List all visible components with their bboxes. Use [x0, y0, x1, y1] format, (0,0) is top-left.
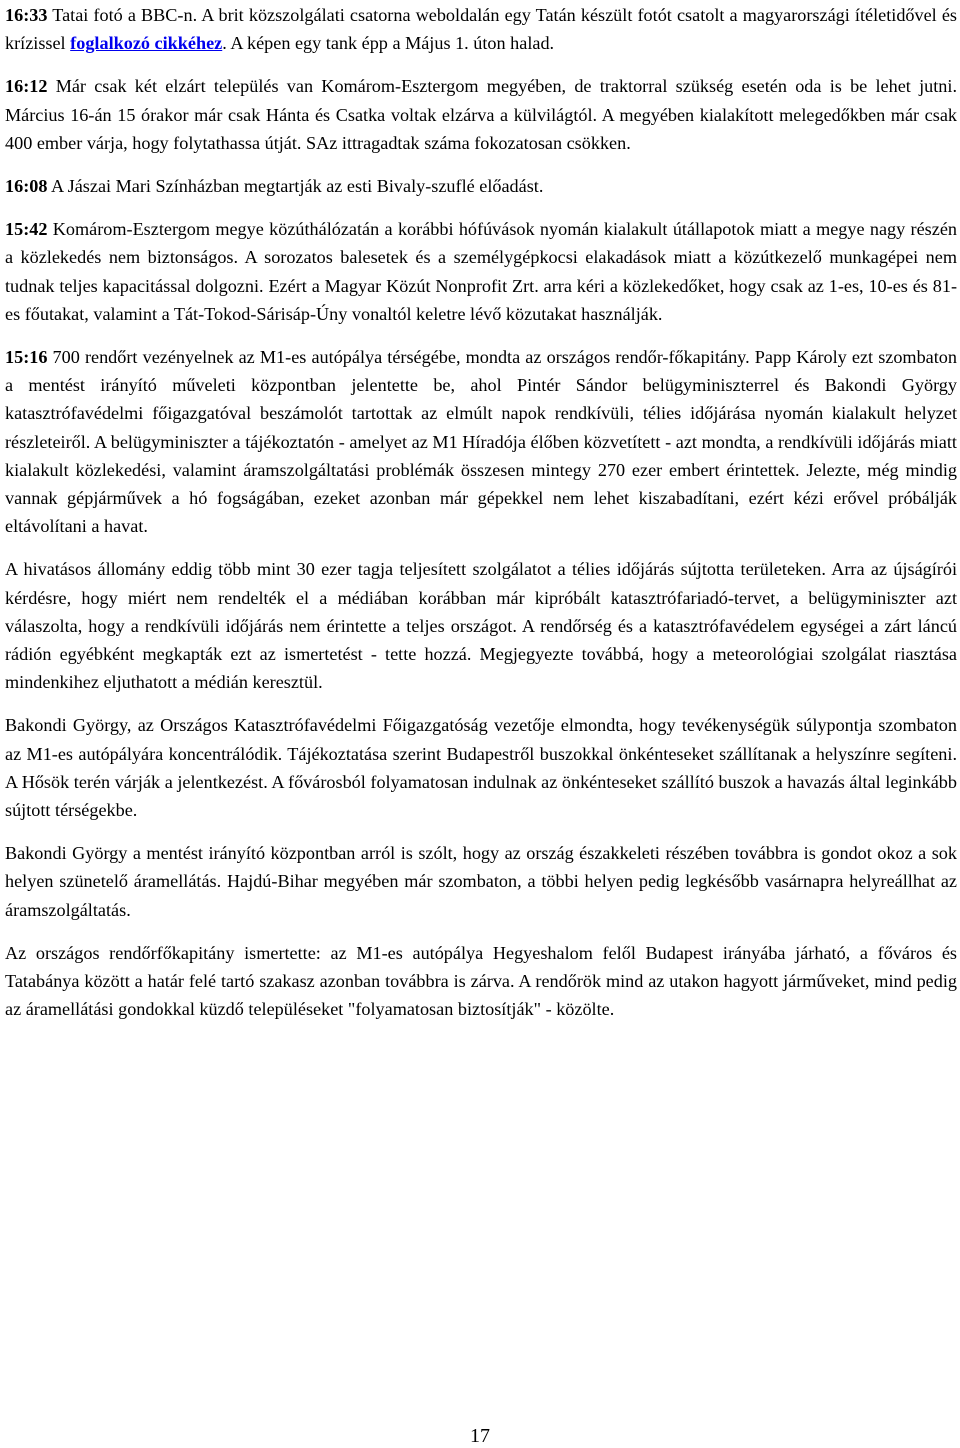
news-entry-1633	[5, 1, 957, 57]
article-link[interactable]: foglalkozó cikkéhez	[70, 33, 223, 54]
timestamp: 15:42	[5, 219, 48, 240]
news-entry-1516	[5, 343, 957, 540]
body-paragraph: Bakondi György, az Országos Katasztrófavédelmi Főigazgatóság vezetője elmondta, hogy tevékenységük súlypontja szombaton az M1-es autópályára koncentrálódik. Tájékoztatása szerint Budapestről buszokkal önkénteseket szállítanak a helyszínre segíteni. A Hősök terén várják a jelentkezést. A fővárosból folyamatosan indulnak az önkénteseket szállító buszok a havazás által leginkább sújtott térségekbe.	[5, 715, 957, 821]
news-entry-1542	[5, 215, 957, 328]
entry-text: Komárom-Esztergom megye közúthálózatán a korábbi hófúvások nyomán kialakult útállapotok miatt a megye nagy részén a közlekedés nem biztonságos. A sorozatos balesetek és a személygépkocsi elakadások miatt a közútkezelő munkagépei nem tudnak teljes kapacitással dolgozni. Ezért a Magyar Közút Nonprofit Zrt. arra kéri a közlekedőket, hogy csak az 1-es, 10-es és 81-es főutakat, valamint a Tát-Tokod-Sárisáp-Úny vonaltól keletre lévő közutakat használják.	[5, 219, 957, 324]
news-entry-1612	[5, 72, 957, 157]
timestamp: 16:33	[5, 5, 48, 25]
body-paragraph: Az országos rendőrfőkapitány ismertette: az M1-es autópálya Hegyeshalom felől Budapest irányába járható, a főváros és Tatabánya között a határ felé tartó szakasz azonban továbbra is zárva. A rendőrök mind az utakon hagyott járműveket, mind pedig az áramellátási gondokkal küzdő településeket "folyamatosan biztosítják" - közölte.	[5, 942, 957, 1020]
body-paragraph: Bakondi György a mentést irányító központban arról is szólt, hogy az ország északkeleti részében továbbra is gondot okoz a sok helyen szünetelő áramellátás. Hajdú-Bihar megyében már szombaton, a többi helyen pedig legkésőbb vasárnapra helyreállhat az áramszolgáltatás.	[5, 843, 957, 920]
entry-text: 700 rendőrt vezényelnek az M1-es autópálya térségébe, mondta az országos rendőr-főkapitány. Papp Károly ezt szombaton a mentést irányító műveleti központban jelentette be, ahol Pintér Sándor belügyminiszterrel és Bakondi György katasztrófavédelmi főigazgatóval beszámolót tartottak az elmúlt napok rendkívüli, télies időjárása nyomán kialakult helyzet részleteiről. A belügyminiszter a tájékoztatón - amelyet az M1 Híradója élőben közvetített - azt mondta, a rendkívüli időjárás miatt kialakult közlekedési, valamint áramszolgáltatási problémák összesen mintegy 270 ezer embert érintettek. Jelezte, még mindig vannak gépjárművek a hó fogságában, ezeket azonban már gépekkel nem lehet kiszabadítani, ezért kézi erővel próbálják eltávolítani a havat.	[5, 347, 957, 537]
entry-text: . A képen egy tank épp a Május 1. úton halad.	[222, 33, 555, 54]
timestamp: 16:12	[5, 76, 48, 97]
news-entry-1608	[5, 172, 957, 200]
entry-text: A Jászai Mari Színházban megtartják az esti Bivaly-szuflé előadást.	[47, 176, 544, 197]
timestamp: 16:08	[5, 176, 48, 197]
document-page	[5, 0, 957, 1039]
body-paragraph: A hivatásos állomány eddig több mint 30 ezer tagja teljesített szolgálatot a télies időjárás sújtotta területeken. Arra az újságírói kérdésre, hogy miért nem rendelték el a médiában korábban már kipróbált katasztrófariadó-tervet, a belügyminiszter azt válaszolta, hogy a rendkívüli időjárás nem érintette a teljes országot. A rendőrség és a katasztrófavédelem egységei a zárt láncú rádión egyébként megkapták ezt az ismertetést - tette hozzá. Megjegyezte továbbá, hogy a meteorológiai szolgálat riasztása mindenkihez eljuthatott a médián keresztül.	[5, 559, 957, 693]
entry-text: Már csak két elzárt település van Komárom-Esztergom megyében, de traktorral szükség esetén oda is be lehet jutni. Március 16-án 15 órakor már csak Hánta és Csatka voltak elzárva a külvilágtól. A megyében kialakított melegedőkben már csak 400 ember várja, hogy folytathassa útját. SAz ittragadtak száma fokozatosan csökken.	[5, 76, 957, 153]
timestamp: 15:16	[5, 347, 48, 368]
entry-text: Tatai fotó a BBC-n. A brit közszolgálati csatorna weboldalán egy Tatán készült fotót csatolt a magyarországi ítéletidővel és krízissel	[5, 5, 957, 54]
page-number: 17	[470, 1425, 490, 1447]
